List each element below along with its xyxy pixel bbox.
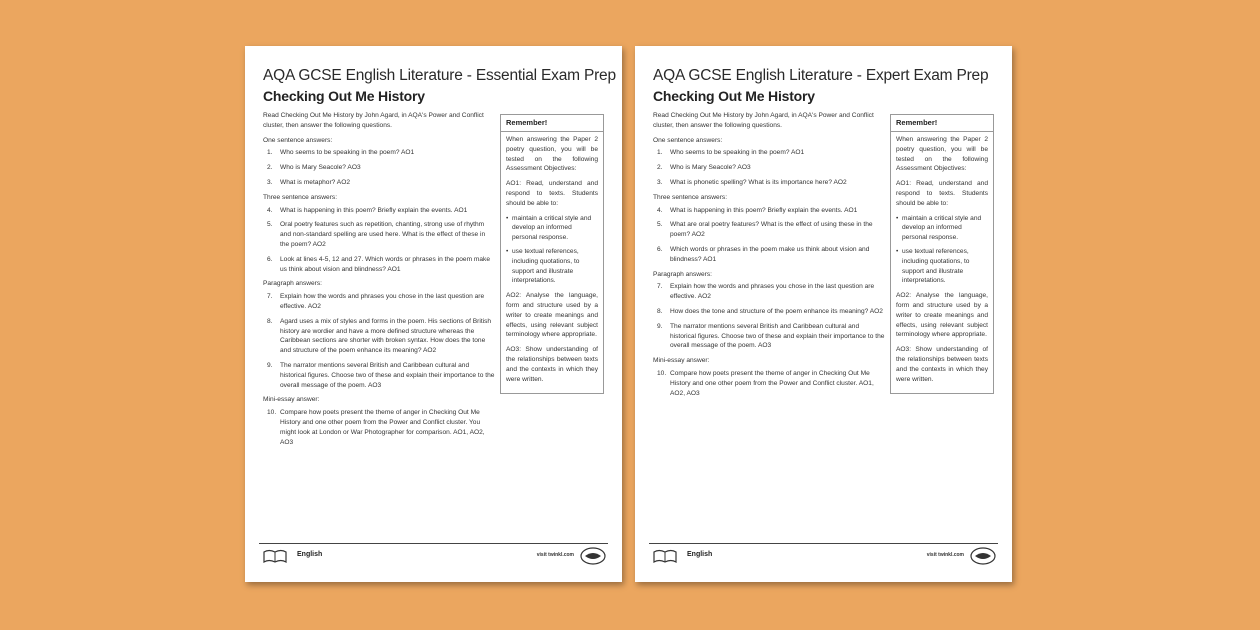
worksheet-title: AQA GCSE English Literature - Expert Exam Prep xyxy=(653,67,989,84)
brand-logo-icon xyxy=(580,547,606,565)
site-link[interactable]: visit twinkl.com xyxy=(926,552,964,558)
box-text: AO2: Analyse the language, form and structure used by a writer to create meanings and effects, using relevant subject terminology where appropriate. xyxy=(896,292,988,339)
question-item: 5. What are oral poetry features? What is the effect of using these in the poem? AO2 xyxy=(657,221,873,239)
section-heading: Three sentence answers: xyxy=(263,193,338,201)
questions-column xyxy=(263,136,495,448)
box-text: When answering the Paper 2 poetry question, you will be tested on the following Assessment Objectives: xyxy=(506,136,598,173)
remember-heading: Remember! xyxy=(501,115,603,132)
site-link[interactable]: visit twinkl.com xyxy=(536,552,574,558)
question-item: 7. Explain how the words and phrases you chose in the last question are effective. AO2 xyxy=(267,293,485,310)
question-item: 8. How does the tone and structure of the poem enhance its meaning? AO2 xyxy=(657,307,883,315)
section-heading: Paragraph answers: xyxy=(653,270,713,278)
section-heading: One sentence answers: xyxy=(653,136,723,144)
poem-title: Checking Out Me History xyxy=(653,88,815,104)
worksheet-essential xyxy=(245,46,622,582)
question-item: 1. Who seems to be speaking in the poem? AO1 xyxy=(657,149,805,157)
question-item: 9. The narrator mentions several British and Caribbean cultural and historical figures. Choose two of these and explain their importance to the overall message of the poem. AO3 xyxy=(267,361,495,389)
worksheet-footer xyxy=(259,543,608,568)
question-item: 2. Who is Mary Seacole? AO3 xyxy=(657,164,751,172)
remember-box xyxy=(500,114,604,394)
question-item: 10. Compare how poets present the theme of anger in Checking Out Me History and one other poem from the Power and Conflict cluster. AO1, AO2, AO3 xyxy=(657,369,874,397)
poem-title: Checking Out Me History xyxy=(263,88,425,104)
box-text: AO3: Show understanding of the relationships between texts and the contexts in which they were written. xyxy=(506,346,598,383)
section-heading: Three sentence answers: xyxy=(653,193,728,201)
remember-heading: Remember! xyxy=(891,115,993,132)
question-item: 7. Explain how the words and phrases you chose in the last question are effective. AO2 xyxy=(657,283,875,301)
box-text: AO2: Analyse the language, form and structure used by a writer to create meanings and effects, using relevant subject terminology where appropriate. xyxy=(506,292,598,339)
worksheet-footer xyxy=(649,543,998,568)
question-item: 1. Who seems to be speaking in the poem? AO1 xyxy=(267,149,415,157)
question-item: 3. What is phonetic spelling? What is its importance here? AO2 xyxy=(657,178,847,186)
question-item: 4. What is happening in this poem? Briefly explain the events. AO1 xyxy=(267,206,468,214)
question-item: 5. Oral poetry features such as repetition, chanting, strong use of rhythm and non-standard spelling are used here. What is the effect of these in the poem? AO2 xyxy=(267,221,486,248)
box-bullet: • use textual references, including quotations, to support and illustrate interpretations. xyxy=(506,247,598,286)
brand-logo-icon xyxy=(970,547,996,565)
box-bullet: • maintain a critical style and develop an informed personal response. xyxy=(506,214,598,243)
book-icon xyxy=(653,549,677,563)
subject-label: English xyxy=(687,551,713,558)
box-bullet: • maintain a critical style and develop an informed personal response. xyxy=(896,214,988,243)
question-item: 10. Compare how poets present the theme of anger in Checking Out Me History and one other poem from the Power and Conflict cluster. You might look at London or War Photographer for comparison. AO1, AO2, AO3 xyxy=(267,409,485,446)
section-heading: Paragraph answers: xyxy=(263,280,323,288)
question-item: 6. Which words or phrases in the poem make us think about vision and blindness? AO1 xyxy=(657,245,870,263)
question-item: 2. Who is Mary Seacole? AO3 xyxy=(267,164,361,172)
section-heading: Mini-essay answer: xyxy=(263,396,320,404)
box-text: When answering the Paper 2 poetry question, you will be tested on the following Assessment Objectives: xyxy=(896,136,988,173)
worksheet-title: AQA GCSE English Literature - Essential Exam Prep xyxy=(263,67,616,84)
remember-box xyxy=(890,114,994,394)
box-text: AO1: Read, understand and respond to texts. Students should be able to: xyxy=(506,180,598,207)
worksheet-expert xyxy=(635,46,1012,582)
section-heading: One sentence answers: xyxy=(263,136,333,144)
subject-label: English xyxy=(297,551,323,558)
question-item: 6. Look at lines 4-5, 12 and 27. Which words or phrases in the poem make us think about vision and blindness? AO1 xyxy=(267,255,491,273)
intro-text: Read Checking Out Me History by John Agard, in AQA's Power and Conflict cluster, then answer the following questions. xyxy=(653,112,874,129)
question-item: 4. What is happening in this poem? Briefly explain the events. AO1 xyxy=(657,206,858,214)
questions-column xyxy=(653,136,885,399)
book-icon xyxy=(263,549,287,563)
question-item: 9. The narrator mentions several British and Caribbean cultural and historical figures. Choose two of these and explain their importance to the overall message of the poem. AO3 xyxy=(657,322,885,350)
question-item: 8. Agard uses a mix of styles and forms in the poem. His sections of British history are wordier and have a more defined structure whereas the Caribbean sections are shorter with broken syntax. How does the tone and structure of the poem enhance its meaning? AO2 xyxy=(267,317,492,355)
intro-text: Read Checking Out Me History by John Agard, in AQA's Power and Conflict cluster, then answer the following questions. xyxy=(263,112,484,129)
box-bullet: • use textual references, including quotations, to support and illustrate interpretations. xyxy=(896,247,988,286)
section-heading: Mini-essay answer: xyxy=(653,357,710,365)
question-item: 3. What is metaphor? AO2 xyxy=(267,178,351,186)
box-text: AO3: Show understanding of the relationships between texts and the contexts in which they were written. xyxy=(896,346,988,383)
box-text: AO1: Read, understand and respond to texts. Students should be able to: xyxy=(896,180,988,207)
